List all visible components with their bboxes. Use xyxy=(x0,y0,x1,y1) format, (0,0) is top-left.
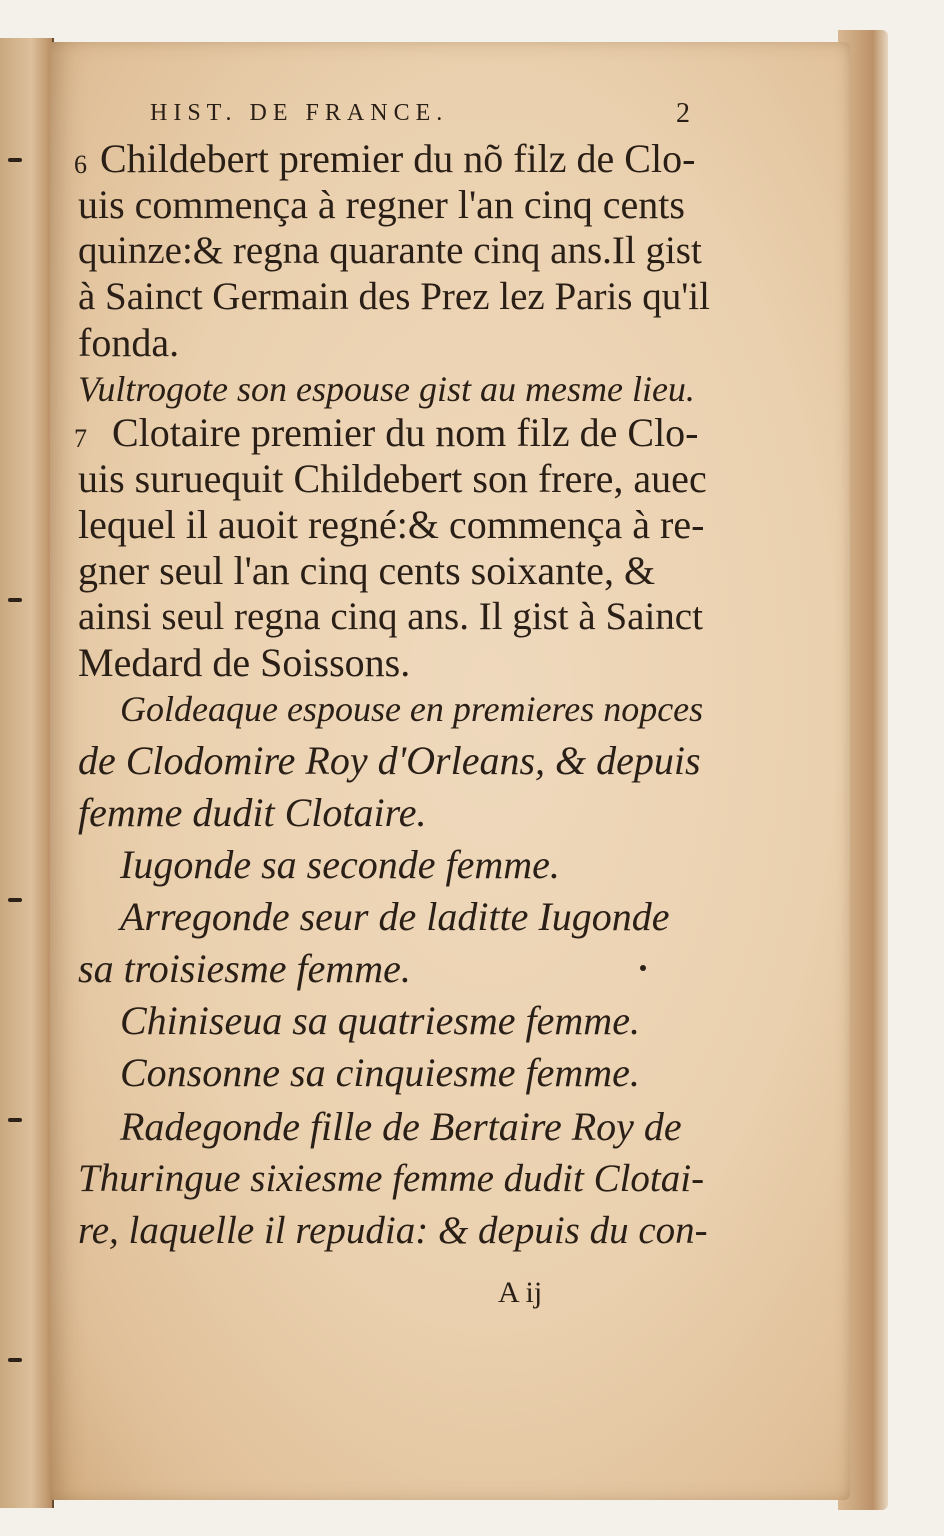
text-line: uis commença à regner l'an cinq cents xyxy=(78,182,685,227)
running-header: HIST. DE FRANCE. xyxy=(150,100,449,126)
italic-line: Iugonde sa seconde femme. xyxy=(120,842,560,887)
italic-line: Vultrogote son espouse gist au mesme lieu. xyxy=(78,369,695,409)
italic-line: Consonne sa cinquiesme femme. xyxy=(120,1050,640,1095)
italic-line: Goldeaque espouse en premieres nopces xyxy=(120,689,704,729)
italic-line: Arregonde seur de laditte Iugonde xyxy=(120,894,670,939)
text-line: fonda. xyxy=(78,320,180,365)
text-line: Childebert premier du nõ filz de Clo- xyxy=(100,136,696,181)
text-line: Clotaire premier du nom filz de Clo- xyxy=(112,410,699,455)
italic-line: Thuringue sixiesme femme dudit Clotai- xyxy=(78,1157,705,1200)
italic-line: re, laquelle il repudia: & depuis du con- xyxy=(78,1209,708,1252)
entry-number: 7 xyxy=(74,424,87,453)
text-line: à Sainct Germain des Prez lez Paris qu'il xyxy=(78,275,710,318)
text-line: gner seul l'an cinq cents soixante, & xyxy=(78,548,656,593)
entry-number: 6 xyxy=(74,150,87,179)
ink-dot xyxy=(640,965,646,971)
signature-mark: A ij xyxy=(498,1276,543,1309)
text-line: uis suruequit Childebert son frere, auec xyxy=(78,456,707,501)
text-line: quinze:& regna quarante cinq ans.Il gist xyxy=(78,229,702,272)
left-page-ink-mark xyxy=(8,1118,22,1122)
left-page-edge xyxy=(0,38,54,1508)
page-number: 2 xyxy=(676,98,690,129)
left-page-ink-mark xyxy=(8,1358,22,1362)
text-line: lequel il auoit regné:& commença à re- xyxy=(78,502,705,547)
left-page-ink-mark xyxy=(8,158,22,162)
left-page-ink-mark xyxy=(8,898,22,902)
text-line: ainsi seul regna cinq ans. Il gist à Sainct xyxy=(78,595,703,638)
italic-line: femme dudit Clotaire. xyxy=(78,790,427,835)
italic-line: de Clodomire Roy d'Orleans, & depuis xyxy=(78,738,701,783)
italic-line: sa troisiesme femme. xyxy=(78,946,411,991)
italic-line: Chiniseua sa quatriesme femme. xyxy=(120,998,640,1043)
left-page-ink-mark xyxy=(8,598,22,602)
text-line: Medard de Soissons. xyxy=(78,640,411,685)
italic-line: Radegonde fille de Bertaire Roy de xyxy=(120,1104,682,1149)
